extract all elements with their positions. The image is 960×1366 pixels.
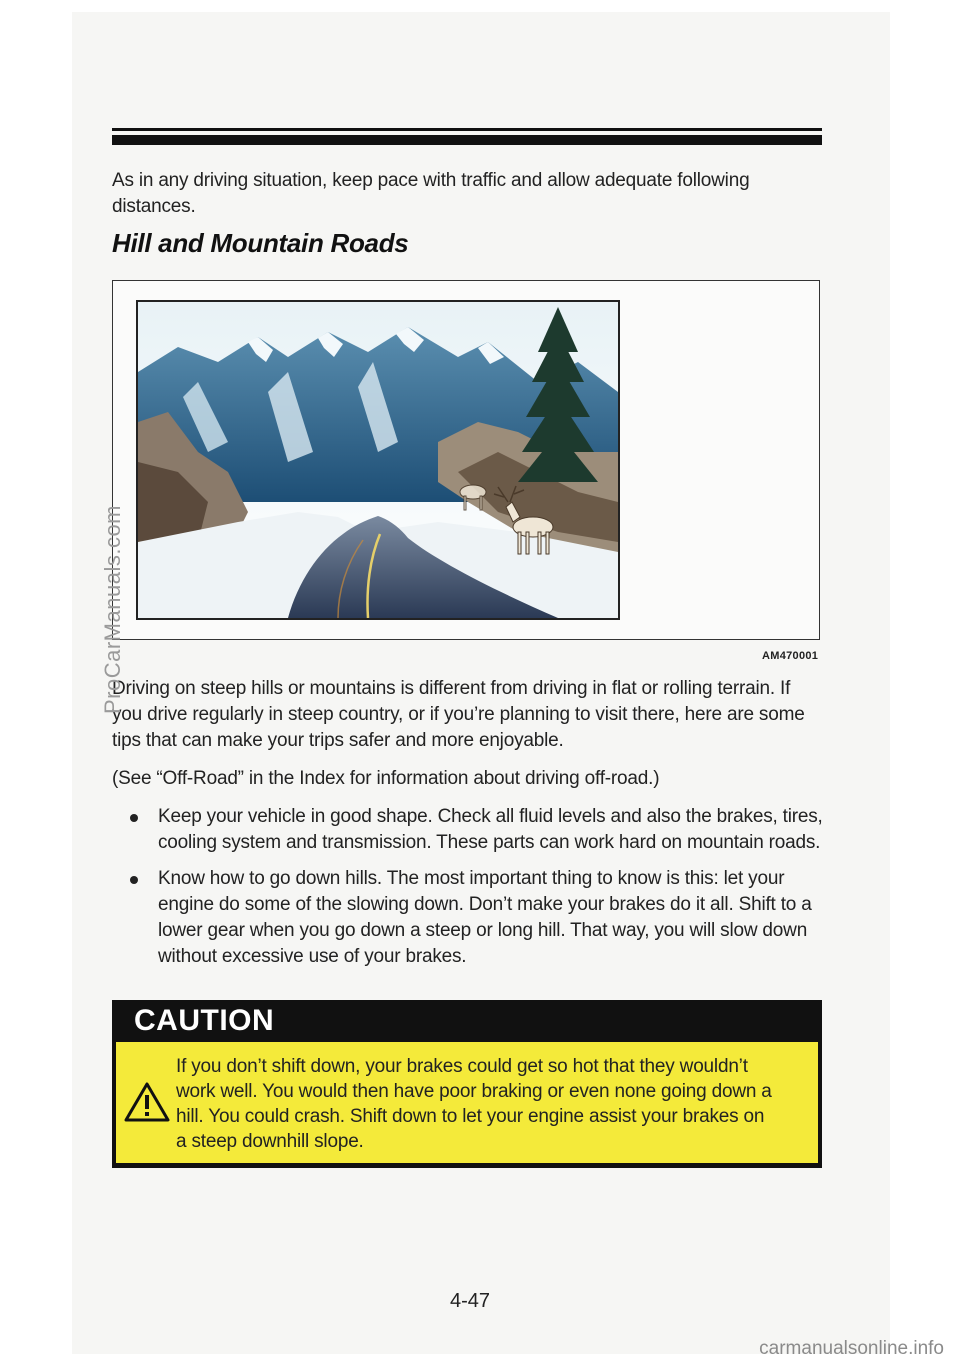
header-rule-thin [112,128,822,131]
figure-code: AM470001 [762,650,819,662]
body-paragraph-2: (See “Off-Road” in the Index for information about driving off-road.) [112,768,660,789]
bullet-icon [130,876,138,884]
body-paragraph-1: Driving on steep hills or mountains is different from driving in flat or rolling terrain. If you drive regularly in steep country, or if you’re planning to visit there, here are some tips that can make your trips safer and more enjoyable. [112,678,805,751]
list-item-text: Know how to go down hills. The most important thing to know is this: let your engine do some of the slowing down. Don’t make your brakes do it all. Shift to a lower gear when you go down a steep or long hill. That way, you will slow down without excessive use of your brakes. [158,868,812,967]
page-number: 4-47 [449,1290,491,1312]
warning-triangle-icon [124,1082,170,1122]
caution-body [116,1042,818,1163]
caution-box [112,1000,822,1168]
bottom-watermark: carmanualsonline.info [759,1338,944,1359]
list-item [128,804,824,856]
mountain-road-illustration [136,300,620,620]
intro-paragraph: As in any driving situation, keep pace with traffic and allow adequate following distances. [112,170,750,217]
list-item-text: Keep your vehicle in good shape. Check all fluid levels and also the brakes, tires, cooling system and transmission. These parts can work hard on mountain roads. [158,806,823,853]
header-rule-thick [112,135,822,145]
bullet-icon [130,814,138,822]
caution-title: CAUTION [134,1004,275,1037]
tips-list [128,804,824,980]
section-heading: Hill and Mountain Roads [112,228,409,258]
side-watermark: ProCarManuals.com [100,504,125,714]
caution-text: If you don’t shift down, your brakes could get so hot that they wouldn’t work well. You would then have poor braking or even none going down a hill. You could crash. Shift down to let your engine assist your brakes on a steep downhill slope. [176,1056,772,1152]
list-item [128,866,824,970]
